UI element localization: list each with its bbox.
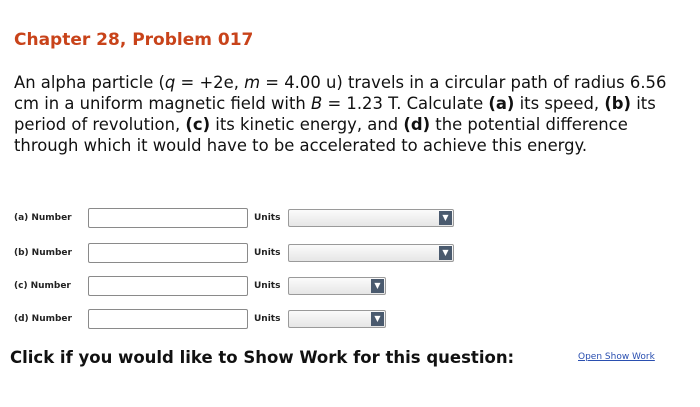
number-label-text: Number [30,281,71,291]
chevron-down-icon[interactable]: ▼ [371,312,384,326]
number-label [14,314,72,324]
number-label-text: Number [31,248,72,258]
number-input-a[interactable] [88,208,248,228]
part-marker: (b) [604,94,632,113]
units-select-a[interactable] [288,209,454,227]
part-label: (b) [14,248,29,258]
part-label: (a) [14,213,29,223]
part-label: (c) [14,281,28,291]
problem-var-b: B [311,94,323,113]
part-marker: (a) [488,94,515,113]
part-marker: (c) [185,115,211,134]
chevron-down-icon[interactable]: ▼ [371,279,384,293]
problem-text: = +2e, [175,73,245,92]
problem-text: the potential difference through which it would have to be accelerated to achieve this energy. [14,115,628,155]
chevron-down-icon[interactable]: ▼ [439,211,452,225]
units-select-d[interactable] [288,310,386,328]
problem-text: its period of revolution, [14,94,656,134]
part-marker: (d) [403,115,431,134]
units-select-b[interactable] [288,244,454,262]
number-input-b[interactable] [88,243,248,263]
units-label: Units [254,213,281,223]
part-label: (d) [14,314,29,324]
units-label: Units [254,248,281,258]
problem-var-m: m [244,73,261,92]
show-work-prompt: Click if you would like to Show Work for this question: [10,348,515,367]
problem-title: Chapter 28, Problem 017 [14,30,254,50]
number-label-text: Number [31,213,72,223]
units-select-c[interactable] [288,277,386,295]
open-show-work-link[interactable]: Open Show Work [578,352,655,362]
problem-text: its kinetic energy, and [210,115,404,134]
problem-text: its speed, [514,94,605,113]
chevron-down-icon[interactable]: ▼ [439,246,452,260]
units-label: Units [254,314,281,324]
number-label-text: Number [31,314,72,324]
number-label [14,213,72,223]
units-label: Units [254,281,281,291]
number-label [14,248,72,258]
problem-text: = 1.23 T. Calculate [322,94,489,113]
number-input-d[interactable] [88,309,248,329]
number-input-c[interactable] [88,276,248,296]
problem-text: = 4.00 u) travels in a circular path of radius 6.56 cm in a uniform magnetic field with [14,73,667,113]
problem-var-q: q [164,73,176,92]
number-label [14,281,71,291]
problem-text: An alpha particle ( [14,73,165,92]
problem-statement [14,72,694,156]
